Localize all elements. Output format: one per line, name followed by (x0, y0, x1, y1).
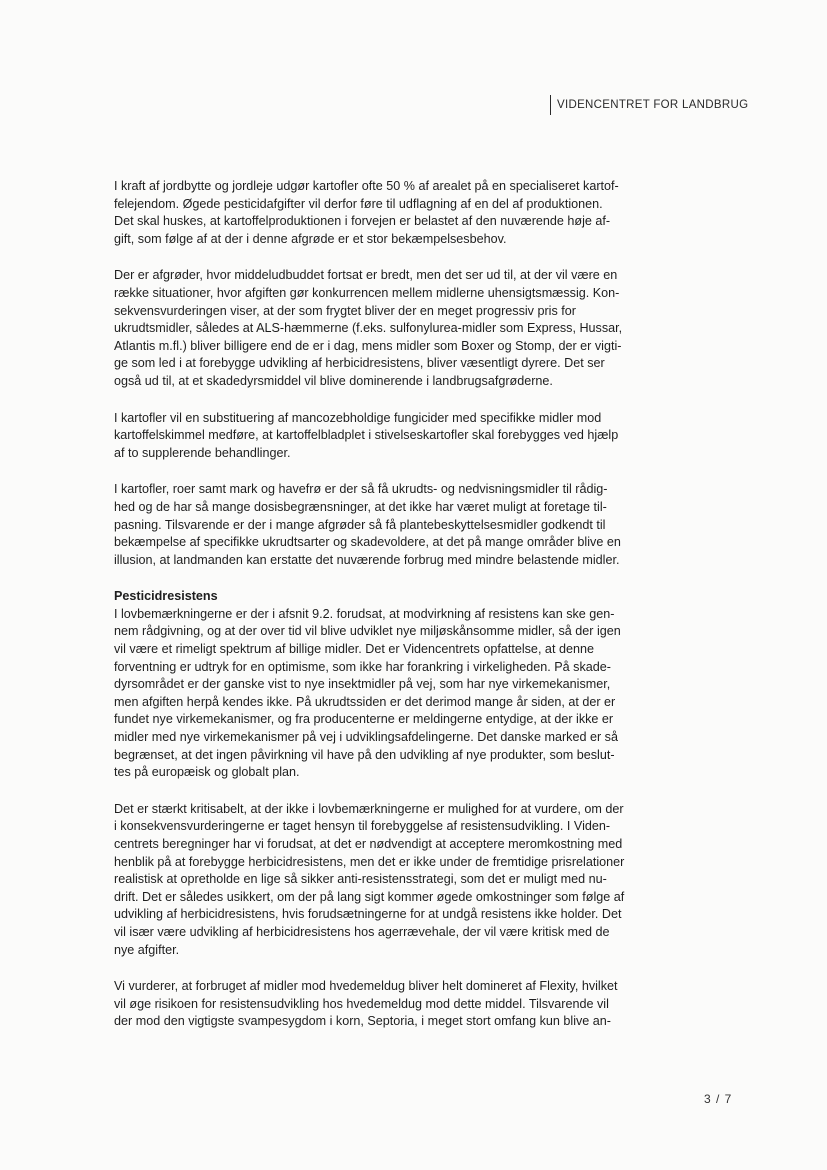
paragraph (114, 801, 659, 959)
text-line: tes på europæisk og globalt plan. (114, 765, 300, 780)
text-line: gift, som følge af at der i denne afgrøde er et stor bekæmpelsesbehov. (114, 231, 507, 246)
paragraph (114, 178, 659, 248)
text-line: henblik på at forebygge herbicidresistens, men det er ikke under de fremtidige prisrelationer (114, 854, 625, 869)
section-heading: Pesticidresistens (114, 589, 218, 604)
paragraph (114, 410, 659, 463)
text-line: ukrudtsmidler, således at ALS-hæmmerne (f.eks. sulfonylurea-midler som Express, Hussar, (114, 321, 623, 336)
text-line: vil især være udvikling af herbicidresistens hos agerrævehale, der vil være kritisk med de (114, 924, 610, 939)
text-line: Det er stærkt kritisabelt, at der ikke i lovbemærkningerne er mulighed for at vurdere, om der (114, 801, 624, 816)
text-line: nem rådgivning, og at der over tid vil blive udviklet nye miljøskånsomme midler, så der igen (114, 624, 621, 639)
text-line: også ud til, at et skadedyrsmiddel vil blive dominerende i landbrugsafgrøderne. (114, 373, 553, 388)
text-line: I kraft af jordbytte og jordleje udgør kartofler ofte 50 % af arealet på en specialiseret kartof- (114, 179, 619, 193)
document-body (114, 178, 659, 1050)
text-line: sekvensvurderingen viser, at der som frygtet bliver der en meget progressiv pris for (114, 303, 576, 318)
paragraph (114, 978, 659, 1031)
text-line: I lovbemærkningerne er der i afsnit 9.2. forudsat, at modvirkning af resistens kan ske gen- (114, 606, 615, 621)
text-line: forventning er udtryk for en optimisme, som ikke har forankring i virkeligheden. På skade- (114, 659, 611, 674)
text-line: Atlantis m.fl.) bliver billigere end de er i dag, mens midler som Boxer og Stomp, der er vigti- (114, 338, 622, 353)
text-line: realistisk at opretholde en lige så sikker anti-resistensstrategi, som det er muligt med nu- (114, 872, 607, 887)
text-line: i konsekvensvurderingerne er taget hensyn til forebyggelse af resistensudvikling. I Viden- (114, 819, 611, 834)
text-line: ge som led i at forebygge udvikling af herbicidresistens, bliver væsentligt dyrere. Det ser (114, 356, 605, 371)
page-number: 3 / 7 (704, 1092, 733, 1106)
text-line: midler med nye virkemekanismer på vej i udviklingsafdelingerne. Det danske marked er så (114, 730, 618, 745)
text-line: Der er afgrøder, hvor middeludbuddet fortsat er bredt, men det ser ud til, at der vil være en (114, 268, 618, 283)
paragraph (114, 481, 659, 569)
text-line: kartoffelskimmel medføre, at kartoffelbladplet i stivelseskartofler skal forebygges ved hjælp (114, 428, 619, 443)
paragraph (114, 267, 659, 390)
text-line: af to supplerende behandlinger. (114, 445, 291, 460)
text-line: udvikling af herbicidresistens, hvis forudsætningerne for at undgå resistens ikke holder. Det (114, 907, 622, 922)
text-line: illusion, at landmanden kan erstatte det nuværende forbrug med mindre belastende midler. (114, 552, 620, 567)
text-line: Det skal huskes, at kartoffelproduktionen i forvejen er belastet af den nuværende høje af- (114, 214, 611, 229)
text-line: fundet nye virkemekanismer, og fra producenterne er meldingerne entydige, at der ikke er (114, 712, 614, 727)
text-line: pasning. Tilsvarende er der i mange afgrøder så få plantebeskyttelsesmidler godkendt til (114, 517, 606, 532)
text-line: række situationer, hvor afgiften gør konkurrencen mellem midlerne uhensigtsmæssig. Kon- (114, 285, 620, 300)
header-org-name: VIDENCENTRET FOR LANDBRUG (550, 95, 748, 115)
paragraph (114, 588, 659, 782)
text-line: drift. Det er således usikkert, om der på lang sigt kommer øgede omkostninger som følge af (114, 889, 625, 904)
text-line: nye afgifter. (114, 942, 180, 957)
text-line: bekæmpelse af specifikke ukrudtsarter og skadevoldere, at det på mange områder blive en (114, 535, 621, 550)
text-line: centrets beregninger har vi forudsat, at det er nødvendigt at acceptere meromkostning med (114, 837, 623, 851)
text-line: I kartofler, roer samt mark og havefrø er der så få ukrudts- og nedvisningsmidler til rådig- (114, 482, 608, 497)
text-line: I kartofler vil en substituering af mancozebholdige fungicider med specifikke midler mod (114, 410, 602, 425)
text-line: felejendom. Øgede pesticidafgifter vil derfor føre til udflagning af en del af produktionen. (114, 196, 603, 211)
text-line: Vi vurderer, at forbruget af midler mod hvedemeldug bliver helt domineret af Flexity, hvilket (114, 979, 618, 994)
text-line: der mod den vigtigste svampesygdom i korn, Septoria, i meget stort omfang kun blive an- (114, 1014, 611, 1029)
text-line: dyrsområdet er der ganske vist to nye insektmidler på vej, som har nye virkemekanismer, (114, 677, 611, 692)
text-line: men afgiften herpå kendes ikke. På ukrudtssiden er det derimod mange år siden, at der er (114, 694, 616, 709)
text-line: hed og de har så mange dosisbegrænsninger, at det ikke har været muligt at foretage til- (114, 499, 607, 514)
text-line: vil være et rimeligt spektrum af billige midler. Det er Videncentrets opfattelse, at denne (114, 642, 594, 657)
text-line: vil øge risikoen for resistensudvikling hos hvedemeldug mod dette middel. Tilsvarende vil (114, 996, 609, 1011)
text-line: begrænset, at det ingen påvirkning vil have på den udvikling af nye produkter, som beslut- (114, 747, 615, 762)
